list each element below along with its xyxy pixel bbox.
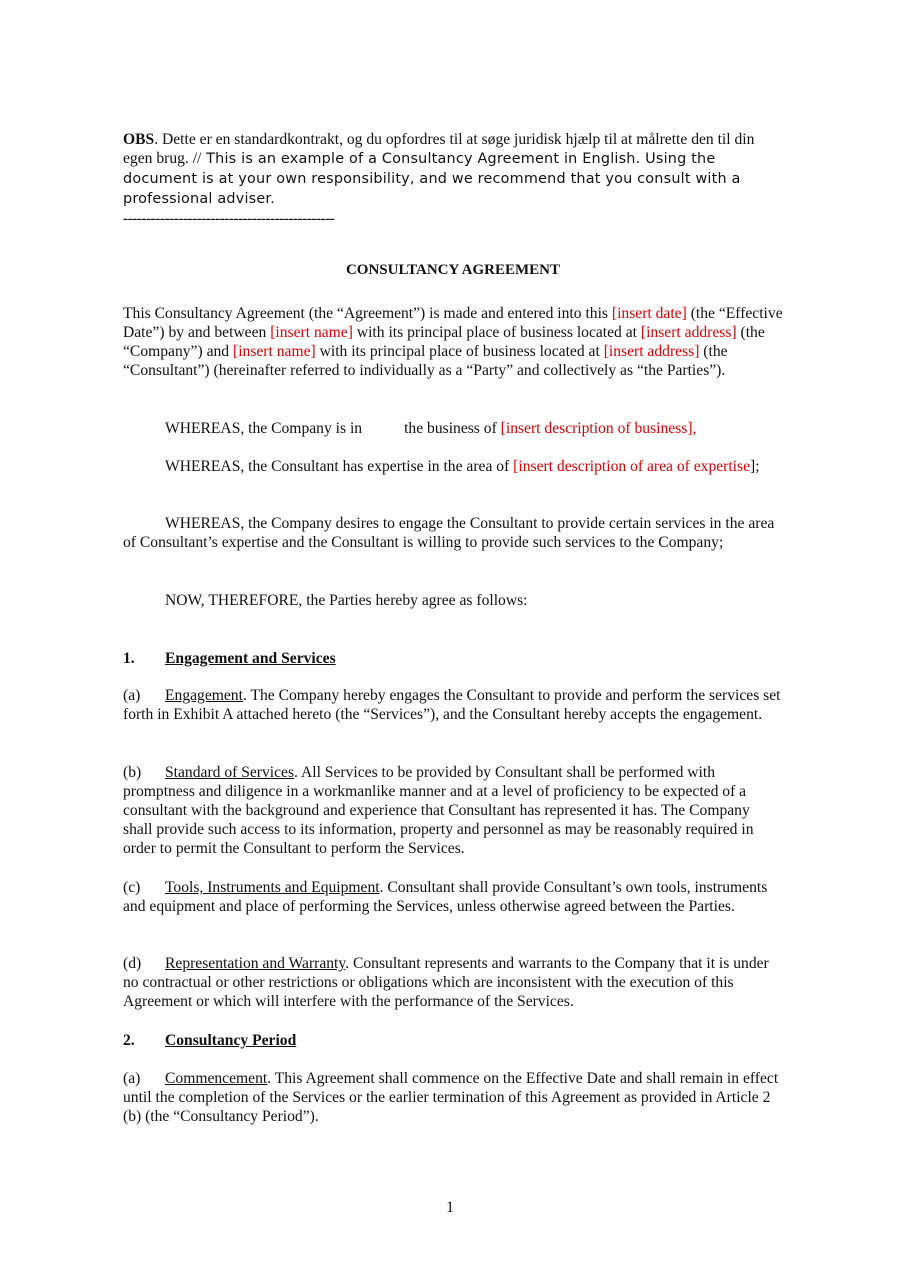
intro-paragraph xyxy=(123,304,783,380)
clause-text: . Consultant shall provide Consultant’s own tools, instruments and equipment and place of performing the Services, unless otherwise agreed between the Parties. xyxy=(123,879,768,915)
separator-rule: ---------------------------------------------- xyxy=(123,210,335,227)
whereas-engagement: WHEREAS, the Company desires to engage the Consultant to provide certain services in the area of Consultant’s expertise and the Consultant is willing to provide such services to the Company; xyxy=(123,515,775,551)
now-therefore: NOW, THEREFORE, the Parties hereby agree as follows: xyxy=(165,592,528,609)
placeholder-consultant-address: [insert address] xyxy=(603,343,700,360)
clause-label: (b) xyxy=(123,764,142,781)
intro-text: (the “Consultant”) (hereinafter referred to individually as a “Party” and collectively as “the Parties”). xyxy=(123,343,728,379)
whereas-text: ]; xyxy=(750,458,760,475)
placeholder-company-address: [insert address] xyxy=(640,324,737,341)
clause-title: Engagement xyxy=(165,687,243,704)
whereas-text: the business of xyxy=(404,420,501,437)
clause-label: (c) xyxy=(123,879,141,896)
page-number: 1 xyxy=(446,1199,454,1216)
clause-1a xyxy=(123,686,783,724)
clause-text: . The Company hereby engages the Consultant to provide and perform the services set forth in Exhibit A attached hereto (the “Services”), and the Consultant hereby accepts the engagement. xyxy=(123,687,781,723)
disclaimer-notice xyxy=(123,130,783,228)
clause-title: Representation and Warranty xyxy=(165,955,346,972)
whereas-expertise xyxy=(123,457,783,476)
placeholder-consultant-name: [insert name] xyxy=(233,343,316,360)
clause-1d xyxy=(123,954,783,1011)
section-1-heading xyxy=(123,649,783,668)
clause-label: (a) xyxy=(123,687,141,704)
section-number: 2. xyxy=(123,1032,135,1049)
section-number: 1. xyxy=(123,650,135,667)
intro-text: (the “Effective Date”) by and between xyxy=(123,305,783,341)
intro-text: with its principal place of business located at xyxy=(315,343,604,360)
whereas-business xyxy=(123,419,783,438)
clause-1c xyxy=(123,878,783,916)
section-title: Engagement and Services xyxy=(165,650,336,667)
clause-label: (a) xyxy=(123,1070,141,1087)
clause-1b xyxy=(123,763,783,858)
placeholder-date: [insert date] xyxy=(611,305,687,322)
intro-text: This Consultancy Agreement (the “Agreement”) is made and entered into this xyxy=(123,305,612,322)
section-title: Consultancy Period xyxy=(165,1032,297,1049)
section-2-heading xyxy=(123,1031,783,1050)
clause-text: . All Services to be provided by Consultant shall be performed with promptness and diligence in a workmanlike manner and at a level of proficiency to be expected of a consultant with the background and experience that Consultant has represented it has. The Company shall provide such access to its information, property and personnel as may be reasonably required in order to permit the Consultant to perform the Services. xyxy=(123,764,754,857)
intro-text: (the “Company”) and xyxy=(123,324,765,360)
whereas-text: WHEREAS, the Consultant has expertise in the area of xyxy=(165,458,514,475)
clause-title: Tools, Instruments and Equipment xyxy=(165,879,380,896)
placeholder-expertise-description: [insert description of area of expertise xyxy=(513,458,751,475)
clause-title: Commencement xyxy=(165,1070,268,1087)
clause-text: . Consultant represents and warrants to the Company that it is under no contractual or other restrictions or obligations which are inconsistent with the execution of this Agreement or which will interfere with the performance of the Services. xyxy=(123,955,769,1010)
intro-text: with its principal place of business located at xyxy=(352,324,641,341)
document-title: CONSULTANCY AGREEMENT xyxy=(345,262,561,278)
english-notice: This is an example of a Consultancy Agreement in English. Using the document is at your own responsibility, and we recommend that you consult with a professional adviser. xyxy=(123,151,741,207)
clause-text: . This Agreement shall commence on the Effective Date and shall remain in effect until the completion of the Services or the earlier termination of this Agreement as provided in Article 2 (b) (the “Consultancy Period”). xyxy=(123,1070,779,1125)
clause-title: Standard of Services xyxy=(165,764,295,781)
placeholder-business-description: [insert description of business], xyxy=(500,420,697,437)
placeholder-company-name: [insert name] xyxy=(270,324,353,341)
clause-label: (d) xyxy=(123,955,142,972)
danish-notice: . Dette er en standardkontrakt, og du opfordres til at søge juridisk hjælp til at målrette den til din egen brug. // xyxy=(123,131,755,167)
obs-label: OBS xyxy=(123,131,155,148)
clause-2a xyxy=(123,1069,783,1126)
whereas-text: WHEREAS, the Company is in xyxy=(165,420,363,437)
